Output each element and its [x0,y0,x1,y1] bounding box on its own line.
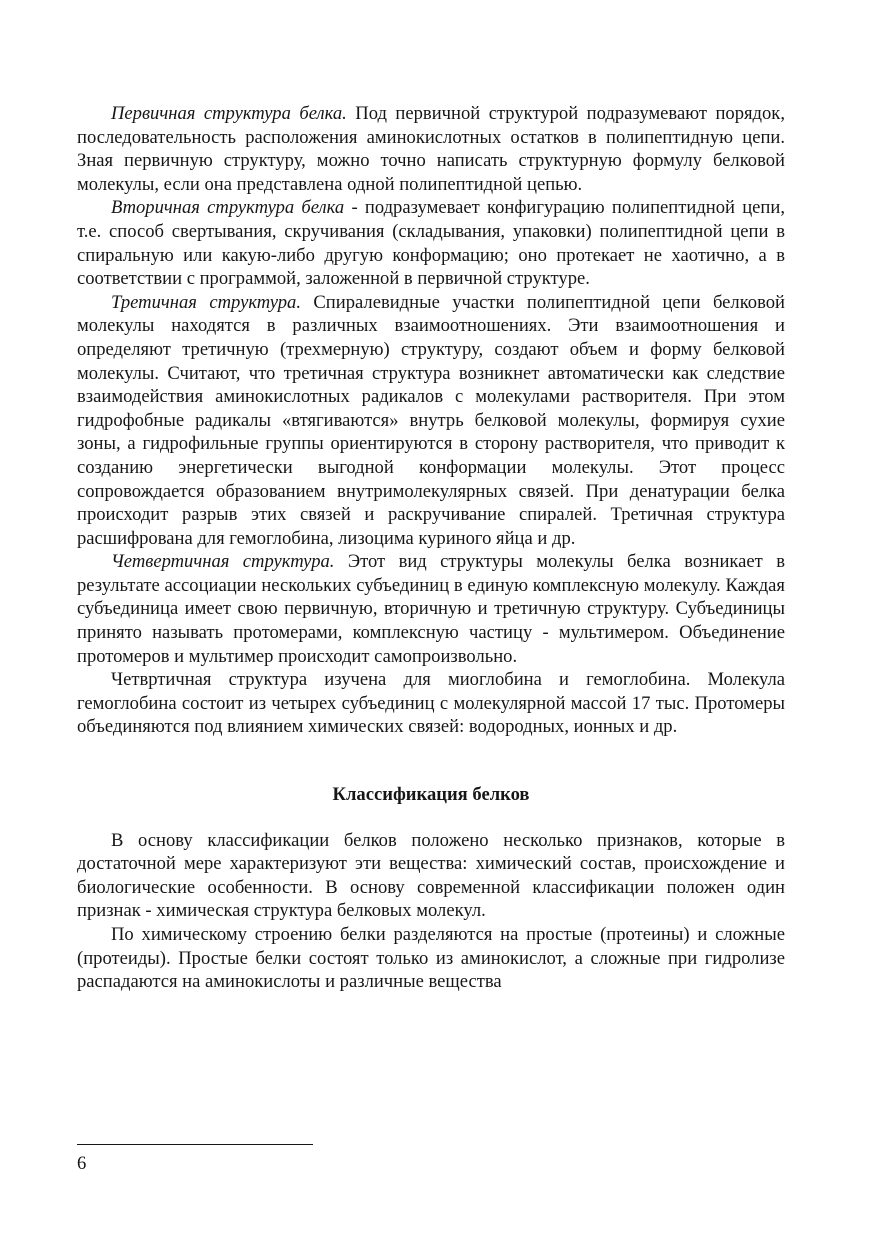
term-tertiary-structure: Третичная структура. [111,291,301,313]
paragraph-primary-structure [77,102,785,196]
term-quaternary-structure: Четвертичная структура. [111,551,335,573]
section-spacer [77,739,785,761]
paragraph-quaternary-studied: Четвртичная структура изучена для миоглобина и гемоглобина. Молекула гемоглобина состоит из четырех субъединиц с молекулярной массой 17 тыс. Протомеры объединяются под влиянием химических связей: водородных, ионных и др. [77,669,785,738]
paragraph-quaternary-structure [77,550,785,668]
text-quaternary-structure: Этот вид структуры молекулы белка возникает в результате ассоциации нескольких субъединиц в единую комплексную молекулу. Каждая субъединица имеет свою первичную, вторичную и третичную структуру. Субъединицы принято называть протомерами, комплексную частицу - мультимером. Объединение протомеров и мультимер происходит самопроизвольно. [77,551,785,667]
paragraph-chemical-structure: По химическому строению белки разделяются на простые (протеины) и сложные (протеиды). Простые белки состоят только из аминокислот, а сложные при гидролизе распадаются на аминокислоты и различные вещества [77,924,785,993]
term-primary-structure: Первичная структура белка. [111,103,347,124]
text-secondary-structure: - подразумевает конфигурацию полипептидной цепи, т.е. способ свертывания, скручивания (складывания, упаковки) полипептидной цепи в спиральную или какую-либо другую конформацию; оно протекает не хаотично, а в соответствии с программой, заложенной в первичной структуре. [77,197,785,290]
term-secondary-structure: Вторичная структура белка [111,197,345,219]
paragraph-classification-basis: В основу классификации белков положено несколько признаков, которые в достаточной мере характеризуют эти вещества: химический состав, происхождение и биологические особенности. В основу современной классификации положен один признак - химическая структура белковых молекул. [77,829,785,922]
text-tertiary-structure: Спиралевидные участки полипептидной цепи белковой молекулы находятся в различных взаимоотношениях. Эти взаимоотношения и определяют третичную (трехмерную) структуру, создают объем и форму белковой молекулы. Считают, что третичная структура возникнет автоматически как следствие взаимодействия аминокислотных радикалов с молекулами растворителя. При этом гидрофобные радикалы «втягиваются» внутрь белковой молекулы, формируя сухие зоны, а гидрофильные группы ориентируются в сторону растворителя, что приводит к созданию энергетически выгодной конформации молекулы. Этот процесс сопровождается образованием внутримолекулярных связей. При денатурации белка происходит разрыв этих связей и раскручивание спиралей. Третичная структура расшифрована для гемоглобина, лизоцима куриного яйца и др. [77,291,785,549]
footnote-divider [77,1144,313,1145]
paragraph-tertiary-structure [77,291,785,551]
text-primary-structure: Под первичной структурой подразумевают порядок, последовательность расположения аминокислотных остатков в полипептидную цепи. Зная первичную структуру, можно точно написать структурную формулу белковой молекулы, если она представлена одной полипептидной цепью. [77,103,785,195]
heading-classification: Классификация белков [332,784,530,806]
page-body [77,102,785,994]
page-number: 6 [77,1153,87,1174]
paragraph-secondary-structure [77,196,785,290]
